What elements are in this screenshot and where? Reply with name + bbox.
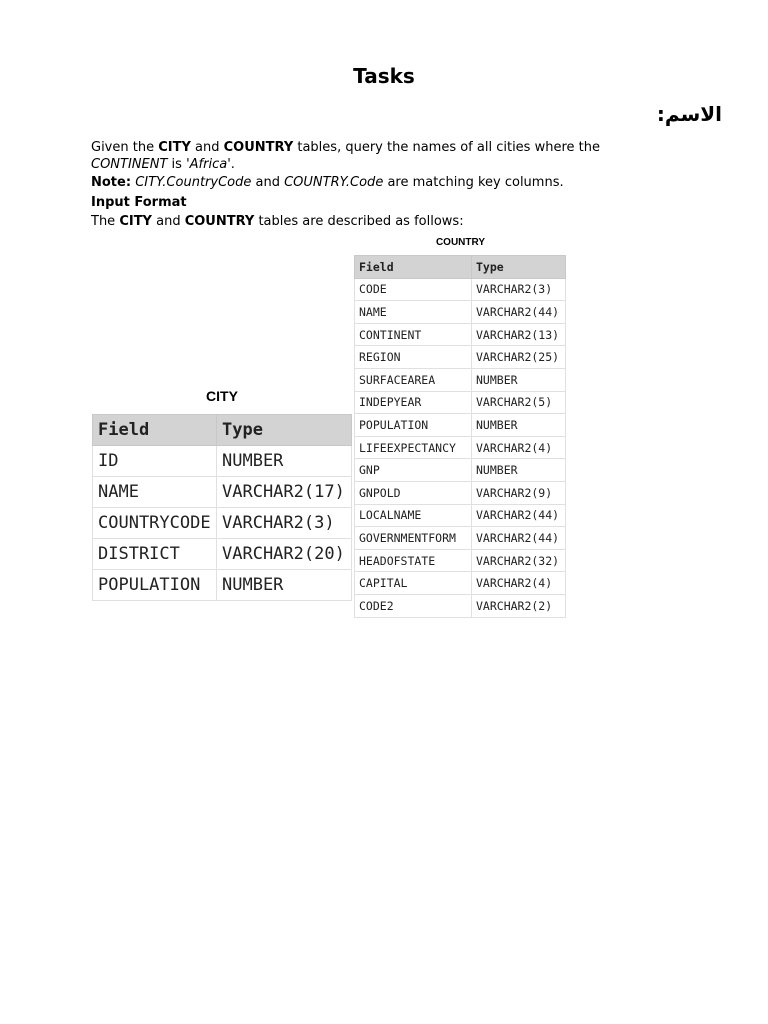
text: and — [251, 175, 285, 190]
table-row — [93, 508, 352, 539]
field-cell: COUNTRYCODE — [93, 508, 217, 539]
table-row — [355, 594, 566, 617]
table-row — [93, 539, 352, 570]
table-row — [355, 481, 566, 504]
table-row — [355, 368, 566, 391]
header-field: Field — [355, 256, 472, 279]
tables-description — [91, 213, 601, 230]
page-title: Tasks — [353, 64, 415, 88]
country-keyword: COUNTRY — [184, 214, 255, 229]
field-cell: CAPITAL — [355, 572, 472, 595]
field-cell: GNPOLD — [355, 481, 472, 504]
table-row — [355, 323, 566, 346]
country-code: COUNTRY.Code — [284, 175, 384, 190]
table-row — [93, 446, 352, 477]
type-cell: NUMBER — [472, 368, 566, 391]
text: and — [190, 140, 224, 155]
task-description — [91, 139, 601, 173]
text: is ' — [167, 157, 190, 172]
header-type: Type — [217, 415, 352, 446]
table-row — [355, 527, 566, 550]
field-cell: GNP — [355, 459, 472, 482]
country-keyword: COUNTRY — [223, 140, 294, 155]
field-cell: ID — [93, 446, 217, 477]
type-cell: VARCHAR2(5) — [472, 391, 566, 414]
text: and — [151, 214, 185, 229]
type-cell: VARCHAR2(9) — [472, 481, 566, 504]
continent-keyword: CONTINENT — [91, 157, 168, 172]
field-cell: NAME — [355, 301, 472, 324]
table-row — [93, 477, 352, 508]
field-cell: CODE — [355, 278, 472, 301]
field-cell: HEADOFSTATE — [355, 549, 472, 572]
type-cell: VARCHAR2(44) — [472, 504, 566, 527]
city-countrycode: CITY.CountryCode — [135, 175, 252, 190]
field-cell: LIFEEXPECTANCY — [355, 436, 472, 459]
table-row — [355, 549, 566, 572]
table-row — [355, 459, 566, 482]
field-cell: GOVERNMENTFORM — [355, 527, 472, 550]
type-cell: VARCHAR2(20) — [217, 539, 352, 570]
field-cell: INDEPYEAR — [355, 391, 472, 414]
field-cell: REGION — [355, 346, 472, 369]
note-line — [91, 174, 601, 191]
field-cell: POPULATION — [93, 570, 217, 601]
text: '. — [227, 157, 235, 172]
table-row — [93, 570, 352, 601]
text: are matching key columns. — [383, 175, 564, 190]
table-row — [355, 572, 566, 595]
type-cell: NUMBER — [217, 570, 352, 601]
table-row — [355, 391, 566, 414]
name-label: الاسم: — [656, 102, 722, 126]
text: Given the — [91, 140, 159, 155]
type-cell: NUMBER — [472, 414, 566, 437]
country-table — [354, 255, 566, 618]
field-cell: CONTINENT — [355, 323, 472, 346]
type-cell: VARCHAR2(3) — [217, 508, 352, 539]
country-table-caption: COUNTRY — [435, 237, 486, 248]
text: tables are described as follows: — [254, 214, 464, 229]
note-label: Note: — [91, 175, 132, 190]
type-cell: VARCHAR2(44) — [472, 527, 566, 550]
header-type: Type — [472, 256, 566, 279]
text: tables, query the names of all cities where the — [293, 140, 600, 155]
table-row — [355, 346, 566, 369]
city-keyword: CITY — [119, 214, 152, 229]
table-header-row — [355, 256, 566, 279]
city-table — [92, 414, 352, 601]
type-cell: VARCHAR2(17) — [217, 477, 352, 508]
type-cell: VARCHAR2(4) — [472, 572, 566, 595]
field-cell: NAME — [93, 477, 217, 508]
africa-keyword: Africa — [189, 157, 228, 172]
field-cell: DISTRICT — [93, 539, 217, 570]
type-cell: VARCHAR2(44) — [472, 301, 566, 324]
type-cell: VARCHAR2(25) — [472, 346, 566, 369]
field-cell: POPULATION — [355, 414, 472, 437]
type-cell: VARCHAR2(3) — [472, 278, 566, 301]
type-cell: NUMBER — [472, 459, 566, 482]
type-cell: VARCHAR2(13) — [472, 323, 566, 346]
table-row — [355, 504, 566, 527]
type-cell: VARCHAR2(2) — [472, 594, 566, 617]
table-header-row — [93, 415, 352, 446]
city-keyword: CITY — [158, 140, 191, 155]
type-cell: VARCHAR2(4) — [472, 436, 566, 459]
field-cell: CODE2 — [355, 594, 472, 617]
field-cell: LOCALNAME — [355, 504, 472, 527]
text: The — [91, 214, 120, 229]
type-cell: VARCHAR2(32) — [472, 549, 566, 572]
input-format-heading: Input Format — [91, 195, 187, 210]
type-cell: NUMBER — [217, 446, 352, 477]
field-cell: SURFACEAREA — [355, 368, 472, 391]
table-row — [355, 436, 566, 459]
table-row — [355, 301, 566, 324]
city-table-caption: CITY — [206, 388, 238, 404]
header-field: Field — [93, 415, 217, 446]
table-row — [355, 278, 566, 301]
table-row — [355, 414, 566, 437]
